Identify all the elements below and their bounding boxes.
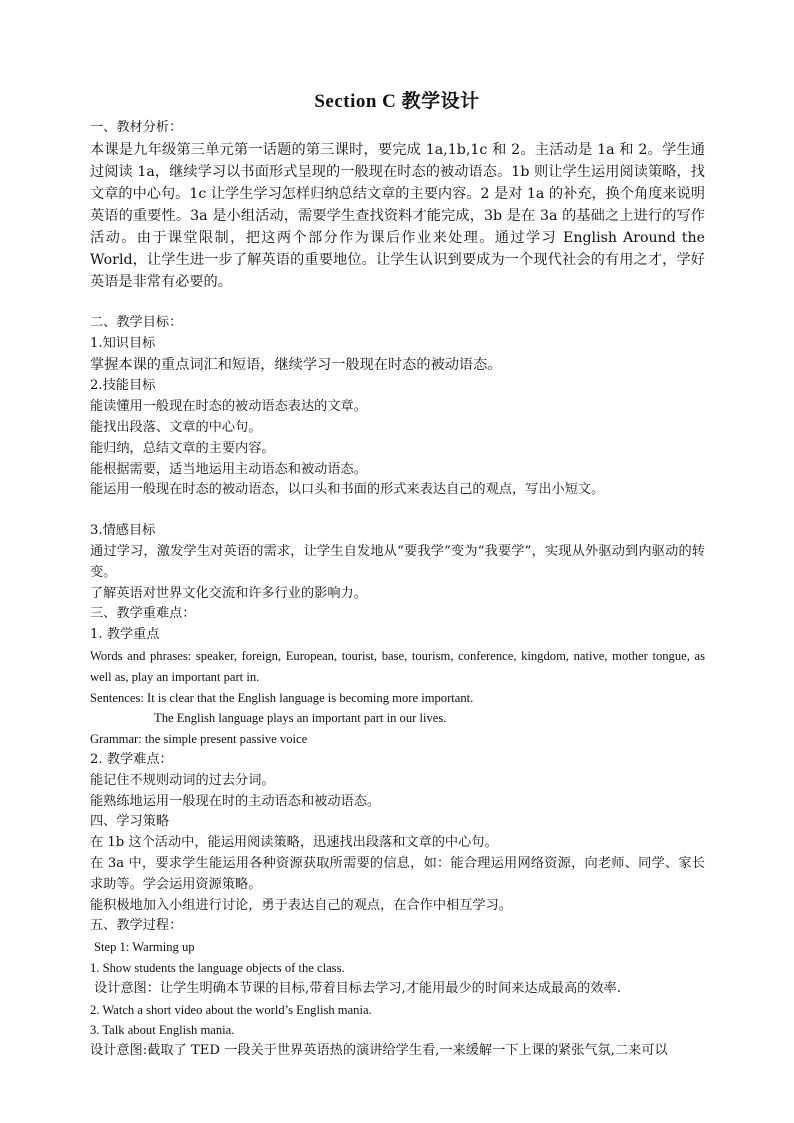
- strategy-item: 在 3a 中，要求学生能运用各种资源获取所需要的信息，如：能合理运用网络资源，向老师、同学、家长求助等。学会运用资源策略。: [90, 855, 705, 892]
- emotion-item: 通过学习，激发学生对英语的需求，让学生自发地从“要我学”变为“我要学”，实现从外驱动到内驱动的转变。: [90, 543, 705, 580]
- subheading-emotion: 3.情感目标: [90, 523, 156, 539]
- difficulty-item: 能熟练地运用一般现在时的主动语态和被动语态。: [90, 793, 381, 809]
- process-line: 2. Watch a short video about the world’s English mania.: [90, 1002, 372, 1017]
- strategy-item: 能积极地加入小组进行讨论，勇于表达自己的观点，在合作中相互学习。: [90, 897, 512, 913]
- skill-item: 能读懂用一般现在时态的被动语态表达的文章。: [90, 399, 367, 415]
- subheading-knowledge: 1.知识目标: [90, 335, 156, 351]
- process-line: 1. Show students the language objects of the class.: [90, 960, 345, 975]
- difficulty-item: 能记住不规则动词的过去分词。: [90, 772, 275, 788]
- sentence-2: The English language plays an important part in our lives.: [154, 711, 447, 726]
- skill-item: 能根据需要，适当地运用主动语态和被动语态。: [90, 461, 367, 477]
- document-title: Section C 教学设计: [314, 91, 480, 112]
- subheading-key-points: 1. 教学重点: [90, 627, 160, 643]
- skill-item: 能运用一般现在时态的被动语态，以口头和书面的形式来表达自己的观点，写出小短文。: [90, 482, 605, 498]
- process-line: 3. Talk about English mania.: [90, 1023, 235, 1038]
- process-line: 设计意图：让学生明确本节课的目标,带着目标去学习,才能用最少的时间来达成最高的效率.: [94, 980, 621, 996]
- document-body: [90, 118, 705, 1062]
- analysis-paragraph: 本课是九年级第三单元第一话题的第三课时，要完成 1a,1b,1c 和 2。主活动是 1a 和 2。学生通过阅读 1a，继续学习以书面形式呈现的一般现在时态的被动语态。1b 则让学生运用阅读策略，找文章的中心句。1c 让学生学习怎样归纳总结文章的主要内容。2 是对 1a 的补充，换个角度来说明英语的重要性。3a 是小组活动，需要学生查找资料才能完成，3b 是在 3a 的基础之上进行的写作活动。由于课堂限制，把这两个部分作为课后作业来处理。通过学习 English Around the World，让学生进一步了解英语的重要地位。让学生认识到要成为一个现代社会的有用之才，学好英语是非常有必要的。: [90, 141, 705, 290]
- process-line: 设计意图:截取了 TED 一段关于世界英语热的演讲给学生看,一来缓解一下上课的紧张气氛,二来可以: [90, 1043, 668, 1059]
- grammar-line: Grammar: the simple present passive voice: [90, 732, 308, 747]
- section-heading-strategies: 四、学习策略: [90, 814, 170, 830]
- step-heading: Step 1: Warming up: [94, 940, 195, 955]
- subheading-difficulties: 2. 教学难点：: [90, 751, 173, 767]
- section-heading-objectives: 二、教学目标：: [90, 314, 183, 330]
- emotion-item: 了解英语对世界文化交流和许多行业的影响力。: [90, 585, 367, 601]
- skill-item: 能归纳，总结文章的主要内容。: [90, 440, 275, 456]
- subheading-skills: 2.技能目标: [90, 378, 156, 394]
- section-heading-key-points: 三、教学重难点：: [90, 606, 196, 622]
- sentence-1: Sentences: It is clear that the English language is becoming more important.: [90, 690, 474, 705]
- section-heading-process: 五、教学过程：: [90, 918, 183, 934]
- skill-item: 能找出段落、文章的中心句。: [90, 419, 262, 435]
- section-heading-analysis: 一、教材分析：: [90, 120, 183, 135]
- words-and-phrases: Words and phrases: speaker, foreign, European, tourist, base, tourism, conference, kingdom, native, mother tongue, as well as, play an important part in.: [90, 648, 705, 684]
- knowledge-text: 掌握本课的重点词汇和短语，继续学习一般现在时态的被动语态。: [90, 357, 502, 374]
- strategy-item: 在 1b 这个活动中，能运用阅读策略，迅速找出段落和文章的中心句。: [90, 835, 498, 851]
